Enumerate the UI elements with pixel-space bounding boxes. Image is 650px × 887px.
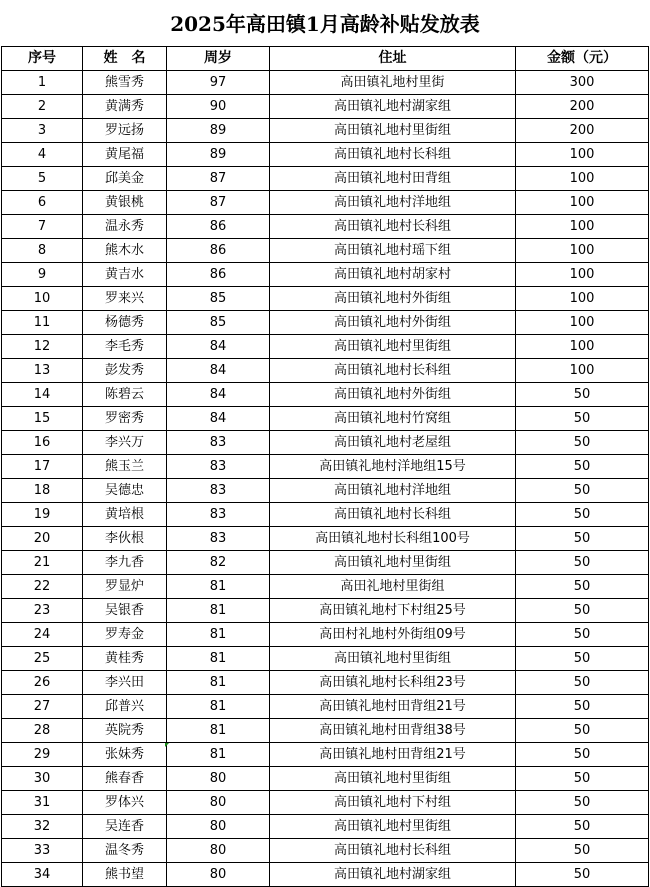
cell-serial: 3	[2, 119, 83, 143]
cell-serial: 29	[2, 743, 83, 767]
cell-amount: 50	[516, 551, 649, 575]
cell-serial: 11	[2, 311, 83, 335]
table-row	[2, 671, 649, 695]
table-row	[2, 623, 649, 647]
cell-age: 84	[167, 407, 270, 431]
cell-name: 温冬秀	[83, 839, 167, 863]
cell-name: 邱普兴	[83, 695, 167, 719]
cell-address: 高田镇礼地村洋地组15号	[270, 455, 516, 479]
cell-serial: 27	[2, 695, 83, 719]
table-row	[2, 239, 649, 263]
table-row	[2, 695, 649, 719]
cell-address: 高田镇礼地村田背组21号	[270, 695, 516, 719]
cell-address: 高田礼地村里街组	[270, 575, 516, 599]
table-row	[2, 431, 649, 455]
cell-amount: 100	[516, 311, 649, 335]
table-row	[2, 527, 649, 551]
cell-name: 罗远扬	[83, 119, 167, 143]
cell-age: 80	[167, 815, 270, 839]
cell-serial: 28	[2, 719, 83, 743]
table-row	[2, 383, 649, 407]
table-row	[2, 575, 649, 599]
table-row	[2, 71, 649, 95]
cell-age: 82	[167, 551, 270, 575]
cell-address: 高田镇礼地村长科组	[270, 839, 516, 863]
cell-serial: 22	[2, 575, 83, 599]
cell-serial: 5	[2, 167, 83, 191]
cell-name: 陈碧云	[83, 383, 167, 407]
cell-age: 84	[167, 383, 270, 407]
cell-address: 高田镇礼地村外街组	[270, 383, 516, 407]
cell-amount: 50	[516, 407, 649, 431]
cell-name: 罗显炉	[83, 575, 167, 599]
table-row	[2, 815, 649, 839]
header-amount: 金额（元）	[516, 47, 649, 71]
cell-name: 黄银桃	[83, 191, 167, 215]
cell-serial: 26	[2, 671, 83, 695]
cell-amount: 50	[516, 671, 649, 695]
cell-address: 高田镇礼地村外街组	[270, 287, 516, 311]
cell-name: 吴银香	[83, 599, 167, 623]
cell-age: 83	[167, 479, 270, 503]
cell-age: 83	[167, 431, 270, 455]
cell-serial: 20	[2, 527, 83, 551]
cell-age: 97	[167, 71, 270, 95]
cell-amount: 50	[516, 839, 649, 863]
cell-name: 黄满秀	[83, 95, 167, 119]
cell-age: 83	[167, 503, 270, 527]
cell-age: 87	[167, 191, 270, 215]
cell-serial: 9	[2, 263, 83, 287]
table-row	[2, 95, 649, 119]
cell-serial: 14	[2, 383, 83, 407]
cell-amount: 50	[516, 647, 649, 671]
cell-address: 高田镇礼地村长科组23号	[270, 671, 516, 695]
cell-amount: 50	[516, 599, 649, 623]
cell-address: 高田镇礼地村长科组	[270, 359, 516, 383]
cell-name: 罗密秀	[83, 407, 167, 431]
cell-address: 高田镇礼地村外街组	[270, 311, 516, 335]
cell-serial: 21	[2, 551, 83, 575]
cell-serial: 32	[2, 815, 83, 839]
cell-age: 81	[167, 623, 270, 647]
cell-amount: 50	[516, 479, 649, 503]
table-row	[2, 455, 649, 479]
cell-address: 高田镇礼地村瑶下组	[270, 239, 516, 263]
cell-amount: 50	[516, 791, 649, 815]
cell-address: 高田镇礼地村长科组	[270, 215, 516, 239]
cell-address: 高田镇礼地村里街组	[270, 647, 516, 671]
cell-amount: 50	[516, 695, 649, 719]
cell-name: 张妹秀	[83, 743, 167, 767]
cell-age: 89	[167, 119, 270, 143]
table-row	[2, 767, 649, 791]
cell-serial: 1	[2, 71, 83, 95]
cell-amount: 50	[516, 719, 649, 743]
cell-address: 高田镇礼地村长科组100号	[270, 527, 516, 551]
cell-age: 84	[167, 335, 270, 359]
table-row	[2, 599, 649, 623]
cell-address: 高田镇礼地村长科组	[270, 503, 516, 527]
cell-serial: 33	[2, 839, 83, 863]
cell-amount: 50	[516, 383, 649, 407]
cell-address: 高田镇礼地村洋地组	[270, 191, 516, 215]
cell-address: 高田镇礼地村田背组	[270, 167, 516, 191]
cell-serial: 2	[2, 95, 83, 119]
cell-amount: 100	[516, 143, 649, 167]
cell-address: 高田镇礼地村湖家组	[270, 95, 516, 119]
cell-age: 81	[167, 743, 270, 767]
cell-serial: 10	[2, 287, 83, 311]
table-row	[2, 119, 649, 143]
cell-name: 温永秀	[83, 215, 167, 239]
table-row	[2, 503, 649, 527]
cell-serial: 13	[2, 359, 83, 383]
header-address: 住址	[270, 47, 516, 71]
cell-serial: 12	[2, 335, 83, 359]
cell-address: 高田镇礼地村田背组21号	[270, 743, 516, 767]
cell-name: 黄培根	[83, 503, 167, 527]
cell-age: 85	[167, 287, 270, 311]
cell-age: 80	[167, 791, 270, 815]
cell-name: 罗寿金	[83, 623, 167, 647]
cell-amount: 200	[516, 119, 649, 143]
cell-serial: 19	[2, 503, 83, 527]
cell-name: 李兴田	[83, 671, 167, 695]
cell-serial: 7	[2, 215, 83, 239]
header-age: 周岁	[167, 47, 270, 71]
cell-serial: 16	[2, 431, 83, 455]
cell-name: 黄尾福	[83, 143, 167, 167]
cell-amount: 100	[516, 263, 649, 287]
table-row	[2, 647, 649, 671]
cell-age: 83	[167, 455, 270, 479]
cell-amount: 50	[516, 863, 649, 887]
cell-amount: 50	[516, 767, 649, 791]
cell-serial: 34	[2, 863, 83, 887]
table-row	[2, 359, 649, 383]
cell-address: 高田镇礼地村里街组	[270, 119, 516, 143]
cell-address: 高田镇礼地村湖家组	[270, 863, 516, 887]
cell-name: 吴连香	[83, 815, 167, 839]
table-row	[2, 743, 649, 767]
cell-name: 黄吉水	[83, 263, 167, 287]
cell-age: 80	[167, 767, 270, 791]
cell-serial: 25	[2, 647, 83, 671]
cell-age: 80	[167, 839, 270, 863]
cell-amount: 50	[516, 527, 649, 551]
table-row	[2, 551, 649, 575]
cell-address: 高田镇礼地村老屋组	[270, 431, 516, 455]
cell-amount: 50	[516, 815, 649, 839]
cell-serial: 23	[2, 599, 83, 623]
table-row	[2, 167, 649, 191]
cell-address: 高田镇礼地村洋地组	[270, 479, 516, 503]
cell-name: 熊雪秀	[83, 71, 167, 95]
cell-address: 高田镇礼地村里街组	[270, 767, 516, 791]
cell-age: 90	[167, 95, 270, 119]
cell-amount: 100	[516, 359, 649, 383]
cell-name: 吴德忠	[83, 479, 167, 503]
table-row	[2, 407, 649, 431]
cell-serial: 8	[2, 239, 83, 263]
cell-name: 李伙根	[83, 527, 167, 551]
cell-amount: 50	[516, 575, 649, 599]
cell-address: 高田镇礼地村田背组38号	[270, 719, 516, 743]
cell-name: 熊春香	[83, 767, 167, 791]
cell-address: 高田镇礼地村下村组	[270, 791, 516, 815]
cell-name: 李毛秀	[83, 335, 167, 359]
table-row	[2, 191, 649, 215]
cell-amount: 50	[516, 623, 649, 647]
subsidy-table	[1, 46, 649, 887]
cell-address: 高田镇礼地村竹窝组	[270, 407, 516, 431]
cell-age: 81	[167, 719, 270, 743]
cell-age: 81	[167, 695, 270, 719]
cell-age: 81	[167, 575, 270, 599]
cell-name: 熊书望	[83, 863, 167, 887]
cell-age: 81	[167, 671, 270, 695]
cell-name: 杨德秀	[83, 311, 167, 335]
cell-age: 81	[167, 647, 270, 671]
cell-amount: 50	[516, 503, 649, 527]
cell-address: 高田镇礼地村里街组	[270, 551, 516, 575]
cell-serial: 6	[2, 191, 83, 215]
cell-amount: 50	[516, 455, 649, 479]
cell-age: 81	[167, 599, 270, 623]
cell-age: 86	[167, 239, 270, 263]
table-row	[2, 263, 649, 287]
cell-name: 李九香	[83, 551, 167, 575]
cell-serial: 15	[2, 407, 83, 431]
header-serial: 序号	[2, 47, 83, 71]
cell-name: 罗体兴	[83, 791, 167, 815]
cell-serial: 30	[2, 767, 83, 791]
cell-amount: 100	[516, 287, 649, 311]
header-name: 姓 名	[83, 47, 167, 71]
table-row	[2, 143, 649, 167]
cell-age: 87	[167, 167, 270, 191]
table-row	[2, 215, 649, 239]
cell-name: 熊玉兰	[83, 455, 167, 479]
table-row	[2, 287, 649, 311]
cell-amount: 200	[516, 95, 649, 119]
table-body	[2, 71, 649, 887]
cell-address: 高田镇礼地村胡家村	[270, 263, 516, 287]
cell-name: 罗来兴	[83, 287, 167, 311]
cell-name: 黄桂秀	[83, 647, 167, 671]
cell-age: 84	[167, 359, 270, 383]
cell-age: 86	[167, 263, 270, 287]
cell-name: 李兴万	[83, 431, 167, 455]
cell-address: 高田镇礼地村长科组	[270, 143, 516, 167]
table-row	[2, 719, 649, 743]
table-row	[2, 791, 649, 815]
table-row	[2, 335, 649, 359]
cell-amount: 100	[516, 335, 649, 359]
document-title: 2025年高田镇1月高龄补贴发放表	[170, 12, 480, 36]
cell-amount: 50	[516, 431, 649, 455]
table-row	[2, 311, 649, 335]
cell-amount: 100	[516, 215, 649, 239]
cell-serial: 17	[2, 455, 83, 479]
cell-age: 86	[167, 215, 270, 239]
cell-name: 英院秀	[83, 719, 167, 743]
cell-amount: 100	[516, 239, 649, 263]
cell-serial: 18	[2, 479, 83, 503]
cell-amount: 300	[516, 71, 649, 95]
cell-serial: 4	[2, 143, 83, 167]
cell-address: 高田镇礼地村下村组25号	[270, 599, 516, 623]
cell-name: 熊木水	[83, 239, 167, 263]
cell-address: 高田镇礼地村里街组	[270, 815, 516, 839]
cell-age: 80	[167, 863, 270, 887]
cell-name: 邱美金	[83, 167, 167, 191]
table-header-row	[2, 47, 649, 71]
cell-amount: 50	[516, 743, 649, 767]
table-row	[2, 863, 649, 887]
cell-address: 高田镇礼地村里街组	[270, 335, 516, 359]
cell-address: 高田村礼地村外街组09号	[270, 623, 516, 647]
table-row	[2, 479, 649, 503]
cell-age: 85	[167, 311, 270, 335]
cell-amount: 100	[516, 191, 649, 215]
cell-name: 彭发秀	[83, 359, 167, 383]
cell-address: 高田镇礼地村里街	[270, 71, 516, 95]
cell-serial: 24	[2, 623, 83, 647]
cell-age: 89	[167, 143, 270, 167]
cell-serial: 31	[2, 791, 83, 815]
cell-age: 83	[167, 527, 270, 551]
cell-amount: 100	[516, 167, 649, 191]
table-row	[2, 839, 649, 863]
cell-comment-marker	[165, 743, 169, 747]
